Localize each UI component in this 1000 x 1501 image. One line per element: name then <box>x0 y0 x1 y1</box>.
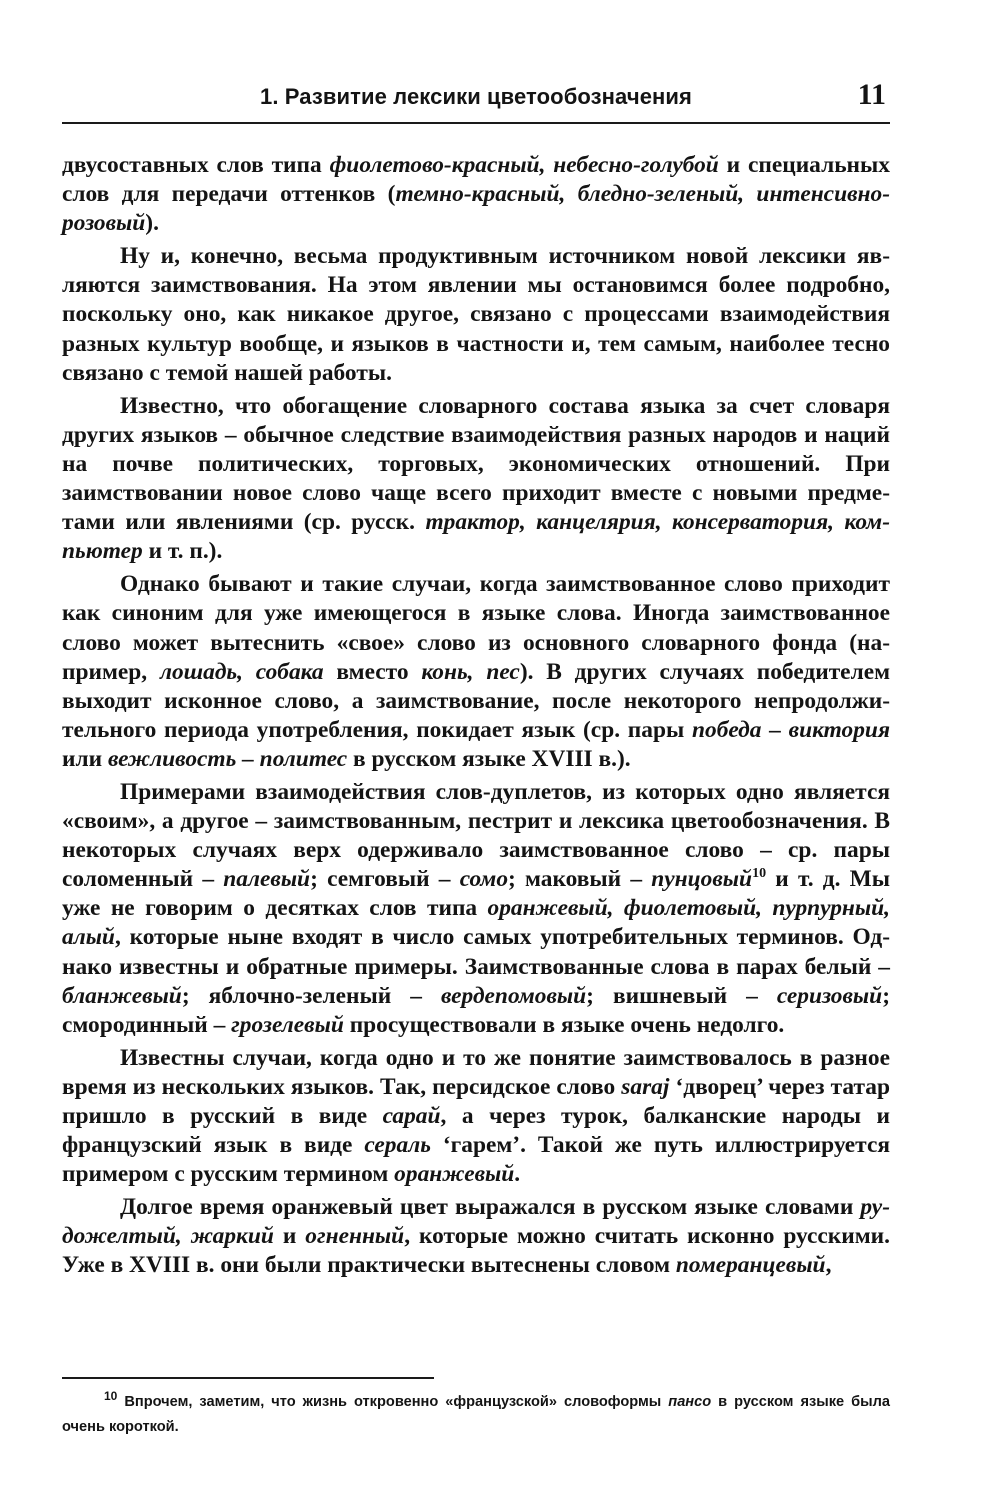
text-run: двусоставных слов типа <box>62 152 330 178</box>
page-number: 11 <box>857 78 886 111</box>
italic-term: сомо <box>459 866 509 893</box>
italic-term: бланжевый <box>62 982 182 1009</box>
text-run: , <box>825 1252 832 1279</box>
paragraph-4 <box>62 570 890 774</box>
paragraph-6 <box>62 1044 890 1189</box>
text-run: просуществовали в языке очень недолго. <box>343 1011 785 1038</box>
paragraph-3 <box>62 392 890 567</box>
italic-term: пансо <box>668 1394 712 1410</box>
italic-term: фиолетово-красный, небесно-голубой <box>329 152 719 178</box>
text-run: , которые ныне входят в число самых употребительных терминов. Однако известны и обратные примеры. Заимствованные слова в парах белый – <box>62 924 890 980</box>
italic-term: пунцовый <box>651 866 753 893</box>
italic-term: сарай <box>382 1103 441 1129</box>
footnote-reference[interactable]: 10 <box>752 866 767 882</box>
italic-term: рудожелтый, жаркий <box>62 1194 890 1250</box>
paragraph-1 <box>62 151 890 238</box>
italic-term: saraj <box>621 1073 670 1100</box>
italic-term: оранжевый, фиолетовый, пурпурный, алый <box>62 895 890 951</box>
body-text <box>62 151 890 1285</box>
text-run: Долгое время оранжевый цвет выражался в русском языке словами <box>120 1194 861 1221</box>
text-run: ; семговый – <box>310 866 460 893</box>
italic-term: вердепомовый <box>441 982 587 1009</box>
text-run: ; смородинный – <box>62 982 890 1038</box>
italic-term: палевый <box>223 866 311 893</box>
paragraph-5 <box>62 778 890 1040</box>
text-run: ‘гарем’. Такой же путь иллюстрируется примером с русским термином <box>62 1132 890 1188</box>
text-run: Известно, что обогащение словарного состава языка за счет словаря других языков – обычное следствие взаимодействия разных народов и наций на почве политических, торговых, экономических отношений. При заимствовании новое слово чаще всего приходит вместе с новыми предметами или явлениями (ср. русск. <box>62 392 890 536</box>
text-run: , а через турок, балканские народы и французский язык в виде <box>62 1103 891 1159</box>
text-run: ; вишневый – <box>586 982 777 1009</box>
text-run: ). В других случаях победителем выходит исконное слово, а заимствование, после некоторого непродолжительного периода употребления, покидает язык (ср. пары <box>62 658 891 743</box>
italic-term: померанцевый <box>675 1252 826 1279</box>
text-run: . <box>514 1161 521 1188</box>
text-run: и т. д. Мы уже не говорим о десятках слов типа <box>62 866 890 922</box>
text-run: и специальных слов для передачи оттенков ( <box>62 152 890 208</box>
text-run: ; яблочно-зеленый – <box>181 982 442 1009</box>
text-run: и <box>273 1223 306 1250</box>
italic-term: огненный <box>305 1223 405 1250</box>
text-run: ; маковый – <box>508 866 652 893</box>
italic-term: сераль <box>364 1132 431 1159</box>
italic-term: серизовый <box>776 982 883 1009</box>
italic-term: конь, пес <box>421 658 520 685</box>
footnote-divider <box>62 1377 434 1379</box>
italic-term: трактор, канцелярия, консерватория, компьютер <box>62 509 890 565</box>
italic-term: темно-красный, бледно-зеленый, интенсивно-розовый <box>62 181 890 237</box>
text-run: , которые можно считать исконно русскими. Уже в XVIII в. они были практически вытеснены словом <box>62 1223 890 1279</box>
text-run: Известны случаи, когда одно и то же понятие заимствовалось в разное время из нескольких языков. Так, персидское слово <box>62 1044 890 1100</box>
paragraph-7 <box>62 1193 890 1280</box>
text-run: Примерами взаимодействия слов-дуплетов, из которых одно является «своим», а другое – заимствованным, пестрит и лексика цветообозначения. В некоторых случаях верх одерживало заимствованное слово – ср. пары соломенный – <box>62 778 890 893</box>
running-head <box>62 78 890 124</box>
paragraph-2: Ну и, конечно, весьма продуктивным источником новой лексики являются заимствования. На этом явлении мы остановимся более подробно, поскольку оно, как никакое другое, связано с процессами взаимодействия разных культур вообще, и языков в частности и, тем самым, наиболее тесно связано с темой нашей работы. <box>62 243 890 386</box>
italic-term: победа – виктория <box>691 716 890 743</box>
text-run: Однако бывают и такие случаи, когда заимствованное слово приходит как синоним для уже имеющегося в языке слова. Иногда заимствованное слово может вытеснить «свое» слово из основного словарного фонда (например, <box>62 571 890 685</box>
text-run: или <box>62 745 108 772</box>
running-title: 1. Развитие лексики цветообозначения <box>260 84 692 109</box>
text-run: и т. п.). <box>142 538 223 565</box>
text-run: Впрочем, заметим, что жизнь откровенно «французской» словоформы <box>117 1394 669 1410</box>
text-run: вместо <box>323 658 422 685</box>
text-run: ‘дворец’ через татар пришло в русский в виде <box>62 1073 890 1129</box>
italic-term: вежливость – политес <box>107 745 348 772</box>
text-run: в русском языке была очень короткой. <box>62 1394 890 1435</box>
italic-term: оранжевый <box>394 1161 515 1188</box>
footnote-10 <box>62 1390 890 1440</box>
italic-term: грозелевый <box>231 1011 344 1038</box>
footnote-mark: 10 <box>104 1389 118 1404</box>
text-run: в русском языке XVIII в.). <box>347 745 631 772</box>
italic-term: лошадь, собака <box>159 658 324 685</box>
text-run: ). <box>145 210 159 237</box>
